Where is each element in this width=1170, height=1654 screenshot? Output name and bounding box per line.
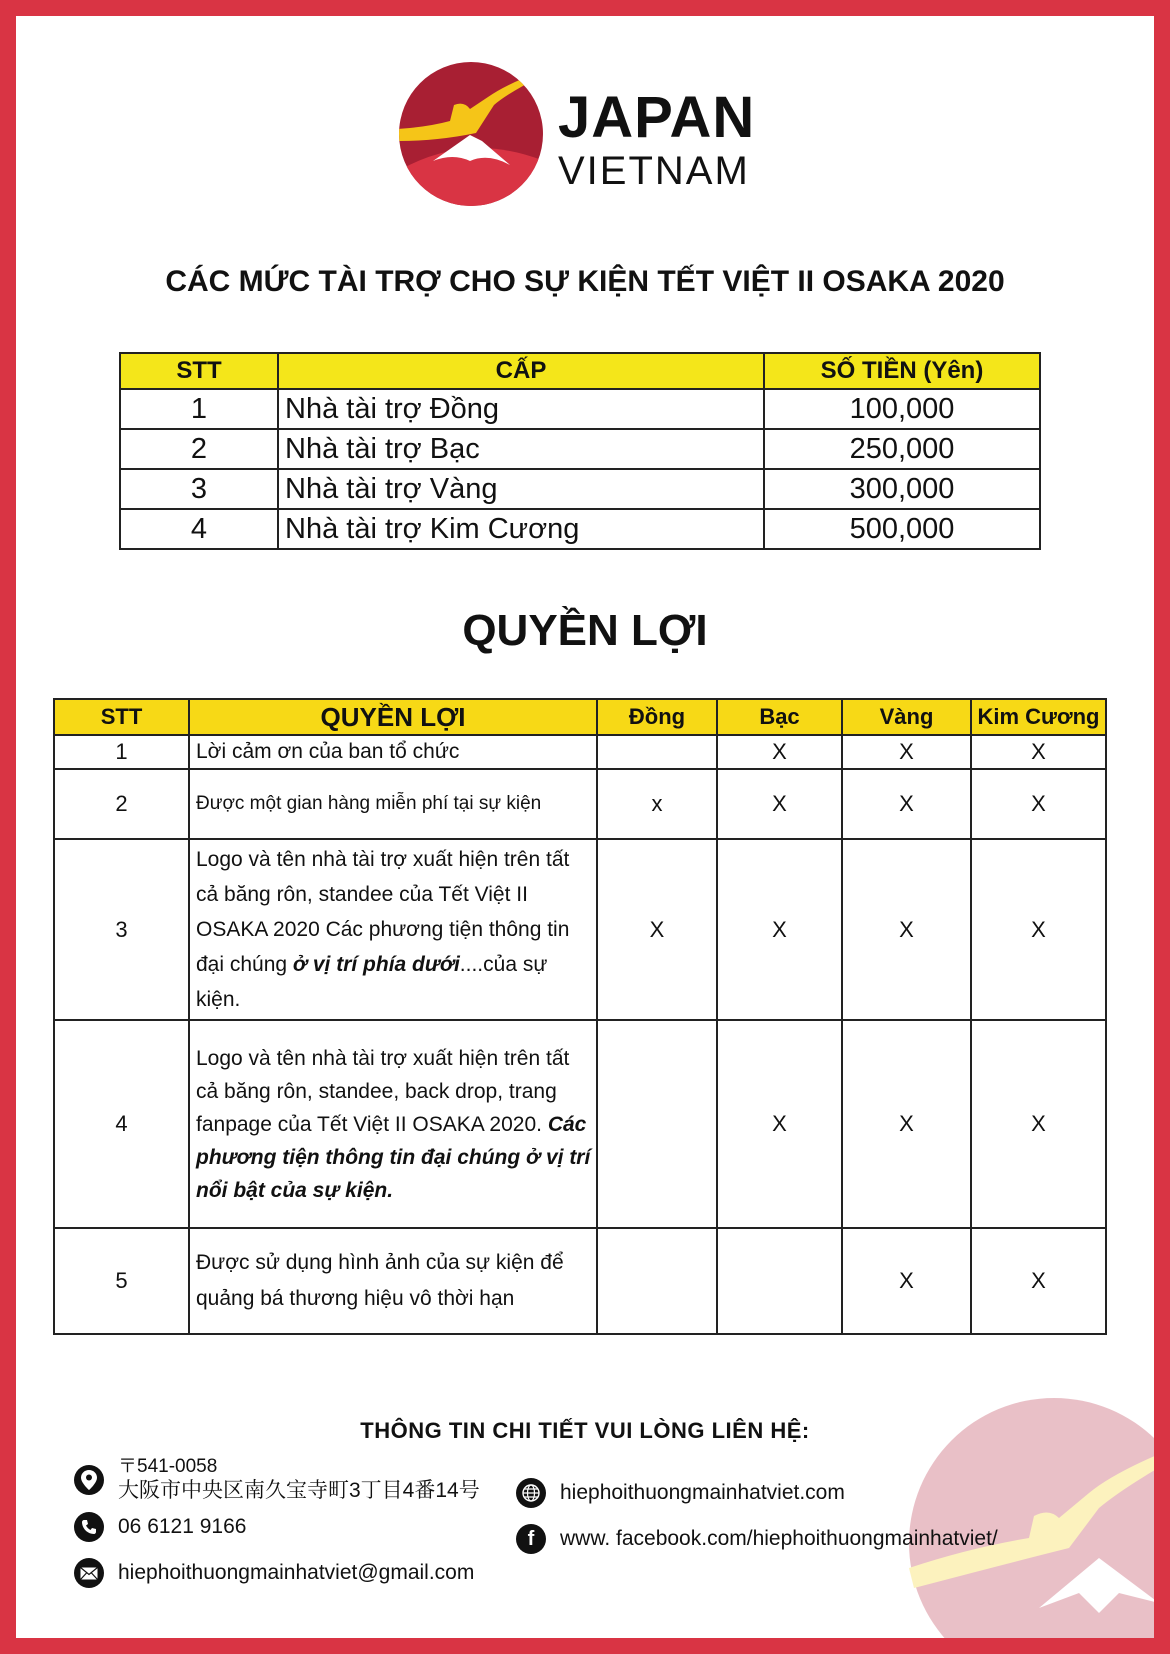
contact-facebook	[516, 1524, 998, 1554]
benefit-text: Logo và tên nhà tài trợ xuất hiện trên tất cả băng rôn, standee, back drop, trang fanpage của Tết Việt II OSAKA 2020.	[196, 1046, 570, 1136]
table-row	[54, 839, 1106, 1020]
sponsor-levels-table	[119, 352, 1041, 550]
table-row	[120, 429, 1040, 469]
cell-amount: 100,000	[764, 389, 1040, 429]
header-stt: STT	[120, 353, 278, 389]
header-kim-cuong: Kim Cương	[971, 699, 1106, 735]
benefits-heading: QUYỀN LỢI	[462, 606, 708, 655]
website-link[interactable]: hiephoithuongmainhatviet.com	[560, 1481, 845, 1504]
brand-logo	[398, 61, 778, 211]
cell-stt: 3	[120, 469, 278, 509]
cell-kim-cuong: X	[971, 769, 1106, 839]
cell-kim-cuong: X	[971, 839, 1106, 1020]
envelope-icon	[74, 1558, 104, 1588]
cell-level: Nhà tài trợ Vàng	[278, 469, 764, 509]
table-row	[54, 735, 1106, 769]
cell-stt: 4	[120, 509, 278, 549]
table-header-row	[54, 699, 1106, 735]
benefit-text: Logo và tên nhà tài trợ xuất hiện trên tất cả băng rôn, standee của Tết Việt II OSAKA 2020 Các phương tiện thông tin đại chúng	[196, 848, 570, 976]
cell-bac	[717, 1228, 842, 1334]
phone-icon	[74, 1512, 104, 1542]
flyer-page	[16, 16, 1154, 1638]
header-level: CẤP	[278, 353, 764, 389]
cell-vang: X	[842, 1228, 971, 1334]
table-row	[120, 469, 1040, 509]
cell-benefit: Lời cảm ơn của ban tổ chức	[189, 735, 597, 769]
contact-phone	[74, 1512, 246, 1542]
header-vang: Vàng	[842, 699, 971, 735]
cell-benefit	[189, 839, 597, 1020]
header-bac: Bạc	[717, 699, 842, 735]
cell-stt: 2	[120, 429, 278, 469]
benefit-tail: ....của sự kiện.	[196, 953, 548, 1011]
cell-benefit	[189, 1020, 597, 1228]
cell-level: Nhà tài trợ Đồng	[278, 389, 764, 429]
cell-stt: 5	[54, 1228, 189, 1334]
table-row	[120, 389, 1040, 429]
cell-bac: X	[717, 839, 842, 1020]
header-dong: Đồng	[597, 699, 717, 735]
cell-vang: X	[842, 839, 971, 1020]
cell-kim-cuong: X	[971, 1228, 1106, 1334]
contact-address	[74, 1456, 480, 1504]
cell-vang: X	[842, 1020, 971, 1228]
cell-vang: X	[842, 769, 971, 839]
cell-dong	[597, 1228, 717, 1334]
benefit-emphasis: ở vị trí phía dưới	[292, 953, 460, 976]
email-address[interactable]: hiephoithuongmainhatviet@gmail.com	[118, 1561, 475, 1584]
phone-number[interactable]: 06 6121 9166	[118, 1515, 247, 1538]
cell-stt: 4	[54, 1020, 189, 1228]
facebook-icon: f	[516, 1524, 546, 1554]
cell-dong	[597, 735, 717, 769]
contact-email	[74, 1558, 474, 1588]
cell-bac: X	[717, 1020, 842, 1228]
benefits-table	[53, 698, 1107, 1335]
cell-amount: 250,000	[764, 429, 1040, 469]
cell-stt: 1	[54, 735, 189, 769]
facebook-link[interactable]: www. facebook.com/hiephoithuongmainhatviet/	[560, 1527, 998, 1550]
address-text: 大阪市中央区南久宝寺町3丁目4番14号	[118, 1479, 480, 1502]
cell-vang: X	[842, 735, 971, 769]
cell-stt: 1	[120, 389, 278, 429]
header-benefit: QUYỀN LỢI	[189, 699, 597, 735]
contact-website	[516, 1478, 845, 1508]
cell-dong	[597, 1020, 717, 1228]
header-stt: STT	[54, 699, 189, 735]
cell-kim-cuong: X	[971, 1020, 1106, 1228]
cell-stt: 3	[54, 839, 189, 1020]
header-amount: SỐ TIỀN (Yên)	[764, 353, 1040, 389]
cell-benefit: Được một gian hàng miễn phí tại sự kiện	[189, 769, 597, 839]
brand-name-vietnam: VIETNAM	[558, 149, 750, 193]
table-row	[54, 769, 1106, 839]
contact-heading: THÔNG TIN CHI TIẾT VUI LÒNG LIÊN HỆ:	[360, 1418, 810, 1443]
cell-bac: X	[717, 769, 842, 839]
table-row	[120, 509, 1040, 549]
page-title: CÁC MỨC TÀI TRỢ CHO SỰ KIỆN TẾT VIỆT II OSAKA 2020	[165, 265, 1005, 298]
cell-kim-cuong: X	[971, 735, 1106, 769]
cell-dong: X	[597, 839, 717, 1020]
table-row	[54, 1228, 1106, 1334]
cell-amount: 300,000	[764, 469, 1040, 509]
cell-bac: X	[717, 735, 842, 769]
table-header-row	[120, 353, 1040, 389]
cell-benefit: Được sử dụng hình ảnh của sự kiện để quảng bá thương hiệu vô thời hạn	[189, 1228, 597, 1334]
benefit-emphasis: Các phương tiện thông tin đại chúng ở vị trí nổi bật của sự kiện.	[196, 1112, 591, 1202]
postal-code: 〒541-0058	[118, 1456, 218, 1477]
cell-stt: 2	[54, 769, 189, 839]
logo-emblem-icon	[398, 61, 544, 207]
cell-level: Nhà tài trợ Kim Cương	[278, 509, 764, 549]
cell-amount: 500,000	[764, 509, 1040, 549]
brand-name-japan: JAPAN	[558, 85, 756, 150]
globe-icon	[516, 1478, 546, 1508]
cell-level: Nhà tài trợ Bạc	[278, 429, 764, 469]
location-pin-icon	[74, 1465, 104, 1495]
cell-dong: x	[597, 769, 717, 839]
table-row	[54, 1020, 1106, 1228]
